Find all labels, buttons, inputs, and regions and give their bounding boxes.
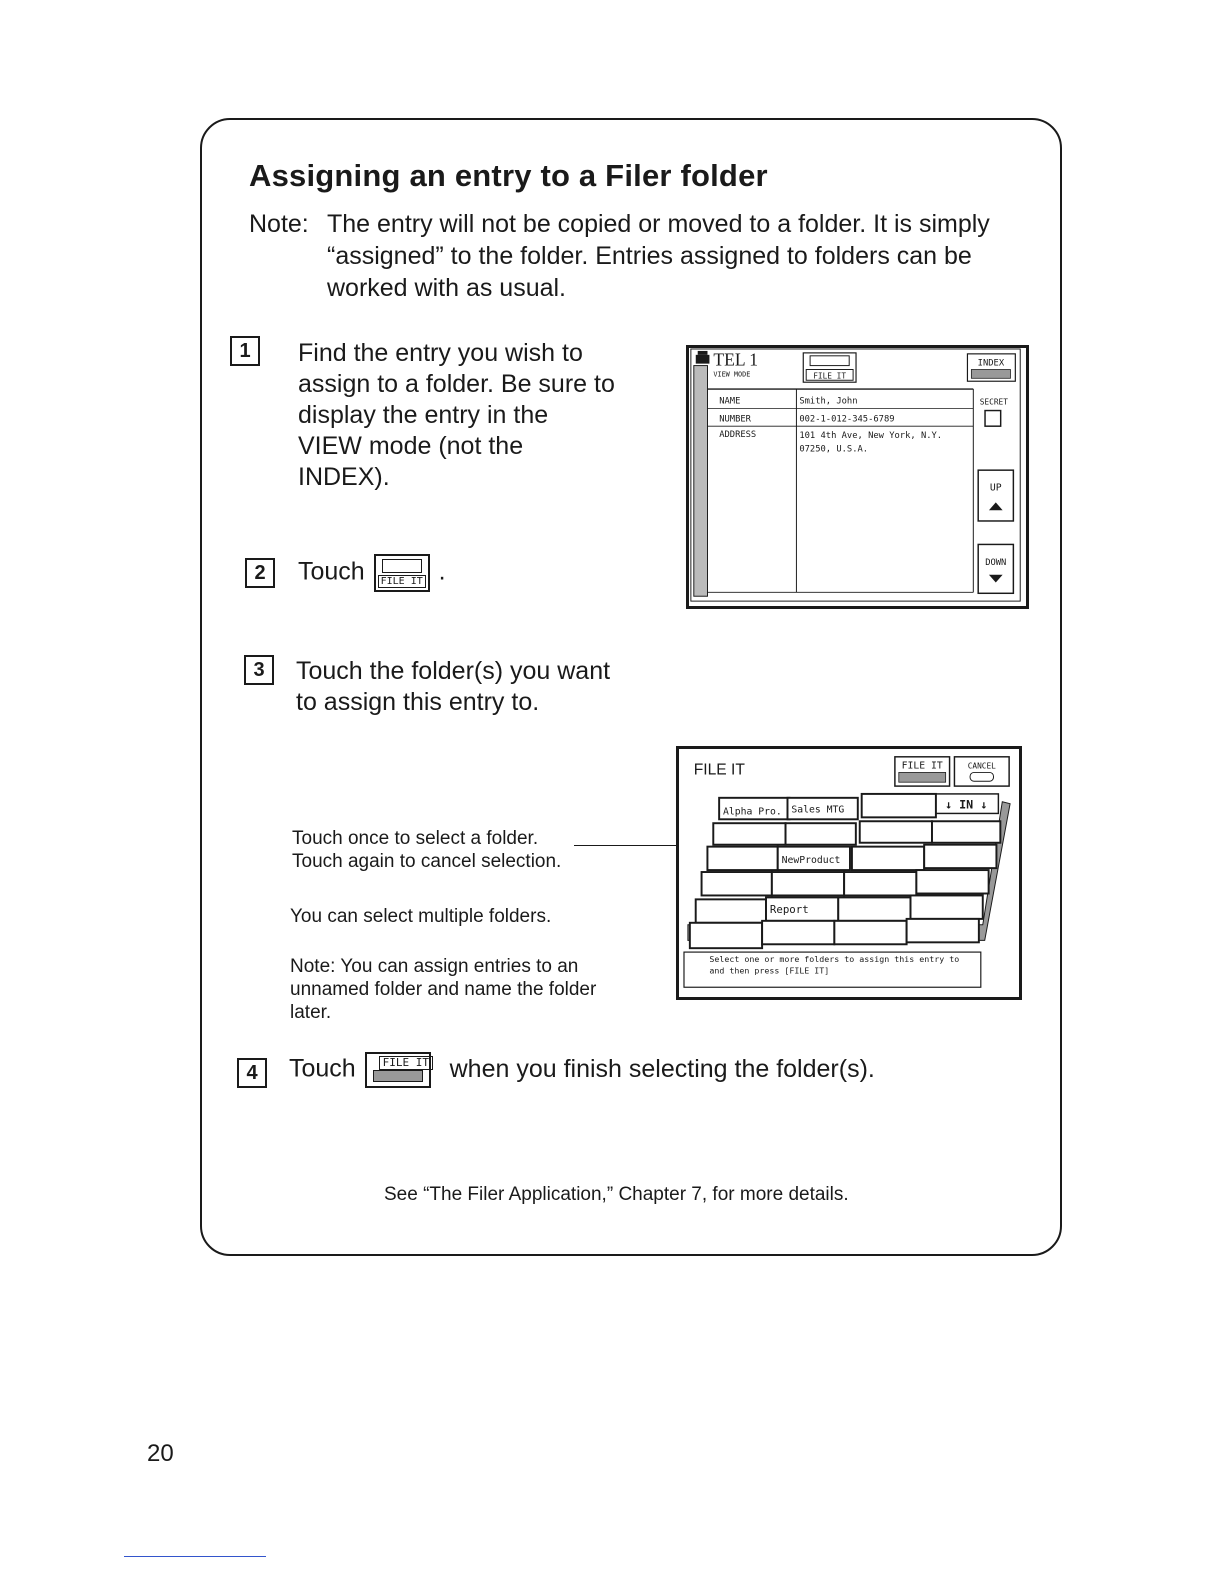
folder-label-report: Report (769, 903, 809, 917)
folder-tab[interactable] (907, 919, 979, 942)
field-label-number: NUMBER (719, 414, 751, 425)
bottom-rule (124, 1556, 266, 1557)
step-number-4: 4 (237, 1058, 267, 1088)
callout-note: Note: You can assign entries to an unnamed folder and name the folder later. (290, 956, 597, 1023)
file-it-screen (676, 746, 1022, 1000)
down-button[interactable] (978, 544, 1013, 593)
folder-tab[interactable] (690, 923, 762, 948)
folder-tab[interactable] (772, 872, 844, 895)
folder-tab[interactable] (844, 872, 916, 895)
binding-strip (694, 366, 708, 597)
file-it-final-icon-button (365, 1052, 431, 1088)
field-value-address: 101 4th Ave, New York, N.Y. (799, 430, 943, 441)
up-label: UP (989, 482, 1002, 494)
file-it-screen-title: FILE IT (693, 761, 745, 779)
field-value-name: Smith, John (799, 396, 858, 407)
callout-touch-once: Touch once to select a folder. (292, 828, 539, 849)
note-label: Note: (249, 210, 309, 238)
in-button[interactable] (934, 794, 998, 814)
tel-mode: VIEW MODE (713, 370, 751, 379)
folder-tab[interactable] (707, 847, 777, 870)
folder-tab[interactable] (911, 895, 983, 918)
in-label: ↓ IN ↓ (945, 797, 988, 812)
step-2-text-before: Touch (298, 557, 365, 586)
field-label-name: NAME (719, 396, 741, 407)
file-it-icon-label: FILE IT (378, 575, 426, 588)
folder-tab[interactable] (852, 847, 924, 870)
status-text: Select one or more folders to assign this entry to and then press [FILE IT] (709, 955, 960, 977)
callout-select (292, 827, 632, 873)
secret-label: SECRET (979, 397, 1008, 407)
step-4-line (289, 1052, 875, 1088)
step-4-text-before: Touch (289, 1054, 356, 1083)
up-button[interactable] (978, 470, 1013, 521)
field-label-address: ADDRESS (719, 429, 757, 440)
section-title: Assigning an entry to a Filer folder (249, 158, 768, 193)
file-it-screen-button-label: FILE IT (901, 760, 943, 772)
folder-tab[interactable] (916, 870, 988, 893)
note-text: The entry will not be copied or moved to a folder. It is simply “assigned” to the folder. Entries assigned to folders can be worked with as usual. (327, 210, 990, 302)
field-value-number: 002-1-012-345-6789 (799, 414, 895, 425)
step-4-text-after: when you finish selecting the folder(s). (449, 1054, 875, 1083)
folder-tab[interactable] (838, 897, 910, 920)
folder-tab[interactable] (932, 821, 1000, 842)
cancel-label: CANCEL (967, 761, 996, 771)
folder-tab[interactable] (696, 899, 766, 922)
folder-tab[interactable] (860, 821, 932, 842)
folder-label-sales: Sales MTG (791, 804, 845, 816)
page-number: 20 (147, 1440, 174, 1467)
folder-label-newproduct: NewProduct (781, 855, 841, 867)
step-1-text: Find the entry you wish to assign to a folder. Be sure to display the entry in the VIEW mode (not the INDEX). (298, 339, 615, 491)
file-it-final-label: FILE IT (379, 1056, 433, 1070)
step-3-text: Touch the folder(s) you want to assign this entry to. (296, 657, 611, 716)
folder-tab[interactable] (762, 921, 834, 944)
down-label: DOWN (985, 557, 1007, 568)
footer-reference: See “The Filer Application,” Chapter 7, for more details. (384, 1184, 849, 1205)
step-number-1: 1 (230, 336, 260, 366)
step-2-text-after: . (438, 557, 446, 586)
folder-tab[interactable] (862, 794, 936, 817)
callout-touch-again: Touch again to cancel selection. (292, 851, 562, 872)
folder-tab[interactable] (924, 845, 996, 868)
tel-title: TEL 1 (713, 349, 759, 370)
phone-icon (696, 351, 710, 364)
folder-tab[interactable] (702, 872, 772, 895)
callout-multiple: You can select multiple folders. (290, 906, 552, 927)
tel-file-it-label: FILE IT (813, 371, 847, 381)
file-it-screen-button[interactable] (895, 757, 950, 786)
folder-tab[interactable] (786, 823, 856, 844)
tel-file-it-button[interactable] (803, 353, 856, 382)
secret-checkbox[interactable] (985, 411, 1001, 427)
folder-label-alpha: Alpha Pro. (723, 806, 782, 818)
index-label: INDEX (977, 358, 1005, 369)
index-button[interactable] (967, 354, 1015, 381)
cancel-button[interactable] (954, 757, 1009, 786)
file-it-icon-button (374, 554, 430, 592)
tel-view-screen (686, 345, 1029, 609)
folder-tab[interactable] (834, 921, 906, 944)
step-2-line (298, 554, 446, 592)
folder-tab[interactable] (713, 823, 785, 844)
folder-icon (382, 559, 422, 573)
step-number-2: 2 (245, 558, 275, 588)
hand-icon (373, 1070, 423, 1082)
step-number-3: 3 (244, 655, 274, 685)
field-value-address-2: 07250, U.S.A. (799, 444, 869, 455)
